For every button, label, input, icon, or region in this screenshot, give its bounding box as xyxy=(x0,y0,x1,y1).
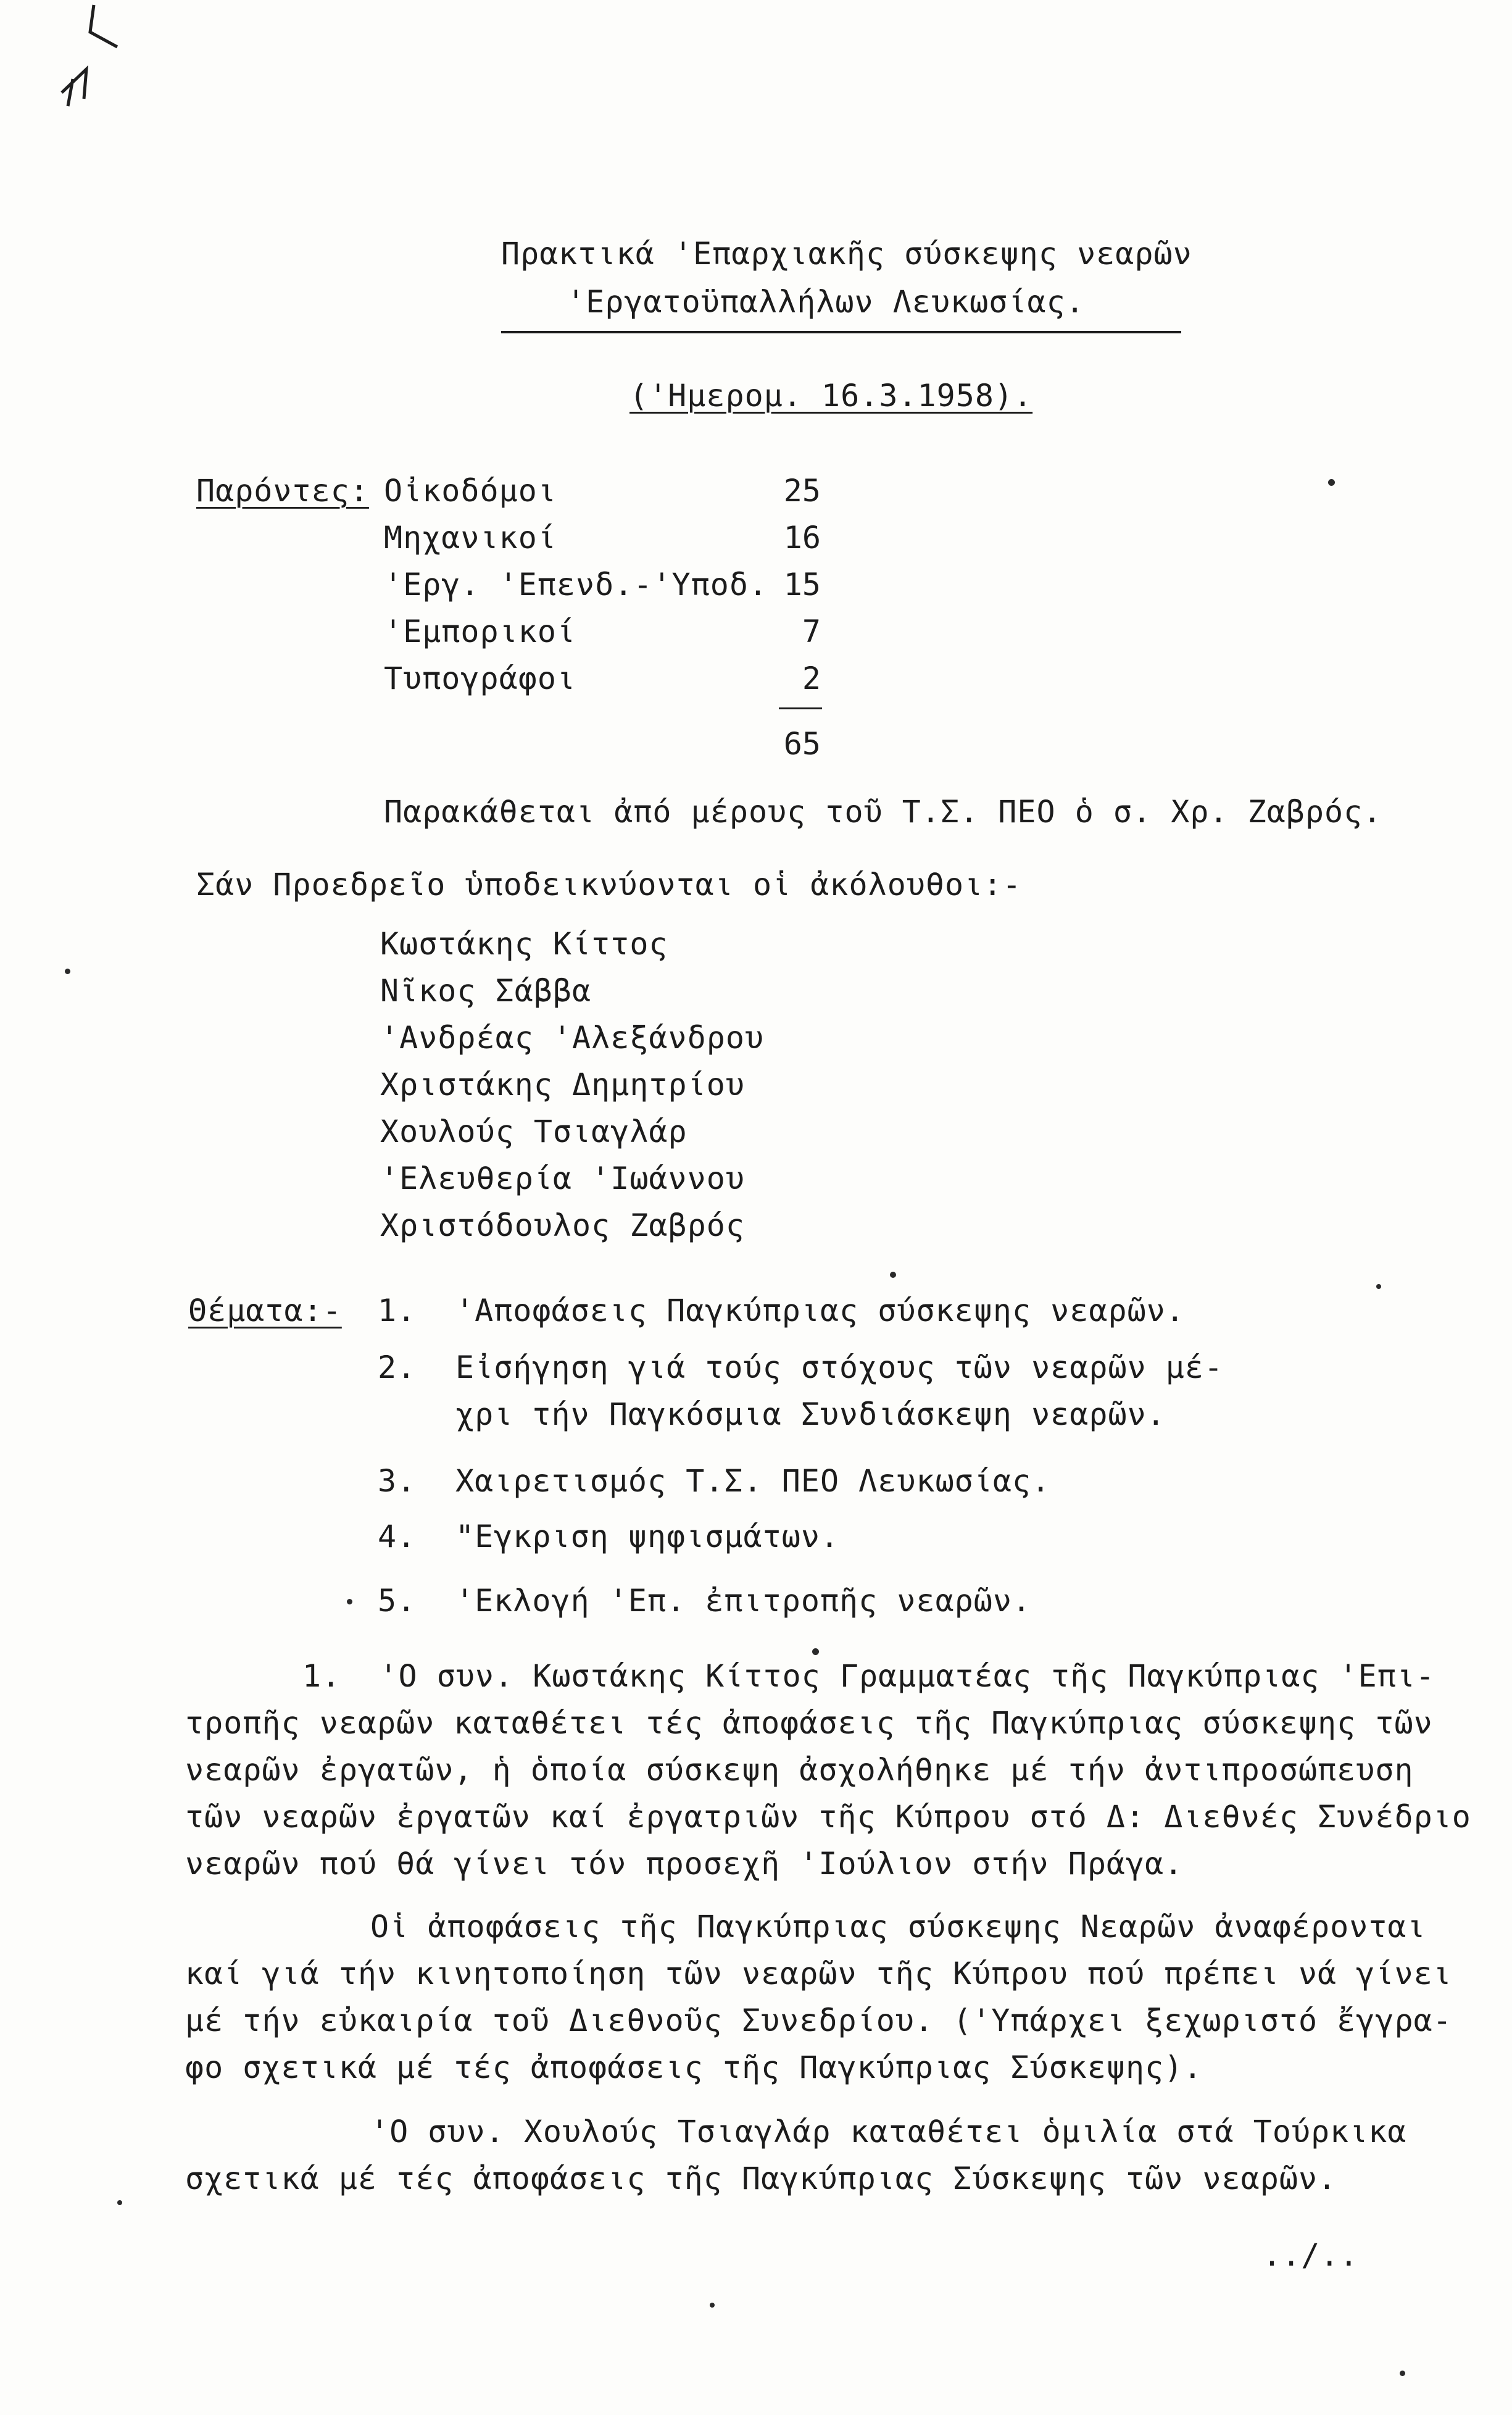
attendance-name: Οἰκοδόμοι xyxy=(384,473,557,509)
paragraph-line: σχετικά μέ τές ἀποφάσεις τῆς Παγκύπριας Σύσκεψης τῶν νεαρῶν. xyxy=(185,2161,1337,2196)
agenda-text: 'Αποφάσεις Παγκύπριας σύσκεψης νεαρῶν. xyxy=(455,1293,1185,1328)
agenda-number: 5. xyxy=(378,1583,417,1619)
agenda-text: χρι τήν Παγκόσμια Συνδιάσκεψη νεαρῶν. xyxy=(455,1396,1166,1432)
continuation-mark: ../.. xyxy=(1263,2237,1359,2273)
attendance-name: Μηχανικοί xyxy=(384,520,557,556)
title-line-1: Πρακτικά 'Επαρχιακῆς σύσκεψης νεαρῶν xyxy=(501,236,1192,272)
agenda-number: 1. xyxy=(378,1293,417,1328)
scan-speck xyxy=(117,2200,122,2205)
attendance-count: 15 xyxy=(783,567,821,603)
scan-speck xyxy=(890,1272,896,1278)
attendance-name: Τυπογράφοι xyxy=(384,661,576,696)
scan-speck xyxy=(1376,1284,1381,1289)
meeting-date: ('Ημερομ. 16.3.1958). xyxy=(629,378,1033,414)
presidium-member: 'Ανδρέας 'Αλεξάνδρου xyxy=(380,1020,765,1056)
paragraph-line: 1. 'Ο συν. Κωστάκης Κίττος Γραμματέας τῆς Παγκύπριας 'Επι- xyxy=(302,1658,1435,1694)
paragraph-line: καί γιά τήν κινητοποίηση τῶν νεαρῶν τῆς Κύπρου πού πρέπει νά γίνει xyxy=(185,1956,1452,1992)
agenda-text: 'Εκλογή 'Επ. ἐπιτροπῆς νεαρῶν. xyxy=(455,1583,1032,1619)
corner-scribble xyxy=(25,0,136,117)
scan-speck xyxy=(710,2303,715,2308)
paragraph-line: φο σχετικά μέ τές ἀποφάσεις τῆς Παγκύπριας Σύσκεψης). xyxy=(185,2050,1203,2085)
attendance-total: 65 xyxy=(783,726,821,762)
attendance-count: 25 xyxy=(783,473,821,509)
total-rule xyxy=(779,707,822,709)
presidium-member: Χριστάκης Δημητρίου xyxy=(380,1067,745,1103)
attendance-count: 2 xyxy=(802,661,821,696)
attendance-label: Παρόντες: xyxy=(196,473,369,509)
agenda-text: Εἰσήγηση γιά τούς στόχους τῶν νεαρῶν μέ- xyxy=(455,1349,1224,1385)
paragraph-line: 'Ο συν. Χουλούς Τσιαγλάρ καταθέτει ὁμιλία στά Τούρκικα xyxy=(370,2114,1407,2150)
paragraph-line: μέ τήν εὐκαιρία τοῦ Διεθνοῦς Συνεδρίου. ('Υπάρχει ξεχωριστό ἔγγρα- xyxy=(185,2003,1452,2038)
presidium-member: Νῖκος Σάββα xyxy=(380,973,592,1009)
agenda-number: 4. xyxy=(378,1519,417,1554)
title-line-2: 'Εργατοϋπαλλήλων Λευκωσίας. xyxy=(567,284,1085,320)
agenda-number: 2. xyxy=(378,1349,417,1385)
scan-speck xyxy=(347,1599,352,1604)
observer-line: Παρακάθεται ἀπό μέρους τοῦ Τ.Σ. ΠΕΟ ὁ σ. Χρ. Ζαβρός. xyxy=(384,794,1382,830)
presidium-member: 'Ελευθερία 'Ιωάννου xyxy=(380,1161,745,1196)
paragraph-line: Οἱ ἀποφάσεις τῆς Παγκύπριας σύσκεψης Νεαρῶν ἀναφέρονται xyxy=(370,1909,1426,1945)
scan-speck xyxy=(65,969,70,974)
attendance-name: 'Εργ. 'Επενδ.-'Υποδ. xyxy=(384,567,768,603)
scan-speck xyxy=(812,1648,819,1655)
paragraph-line: τῶν νεαρῶν ἐργατῶν καί ἐργατριῶν τῆς Κύπρου στό Δ: Διεθνές Συνέδριο xyxy=(185,1799,1471,1835)
agenda-label: Θέματα:- xyxy=(188,1293,342,1328)
agenda-text: "Εγκριση ψηφισμάτων. xyxy=(455,1519,840,1554)
attendance-name: 'Εμπορικοί xyxy=(384,614,576,649)
presidium-member: Χουλούς Τσιαγλάρ xyxy=(380,1114,687,1149)
presidium-intro: Σάν Προεδρεῖο ὑποδεικνύονται οἱ ἀκόλουθοι:- xyxy=(196,867,1022,903)
scan-speck xyxy=(1400,2371,1405,2376)
agenda-number: 3. xyxy=(378,1463,417,1499)
attendance-count: 16 xyxy=(783,520,821,556)
paragraph-line: τροπῆς νεαρῶν καταθέτει τές ἀποφάσεις τῆς Παγκύπριας σύσκεψης τῶν xyxy=(185,1705,1433,1741)
presidium-member: Χριστόδουλος Ζαβρός xyxy=(380,1208,745,1243)
agenda-text: Χαιρετισμός Τ.Σ. ΠΕΟ Λευκωσίας. xyxy=(455,1463,1051,1499)
paragraph-line: νεαρῶν πού θά γίνει τόν προσεχῆ 'Ιούλιον στήν Πράγα. xyxy=(185,1846,1184,1882)
paragraph-line: νεαρῶν ἐργατῶν, ἡ ὁποία σύσκεψη ἀσχολήθηκε μέ τήν ἀντιπροσώπευση xyxy=(185,1752,1414,1788)
attendance-count: 7 xyxy=(802,614,821,649)
title-rule xyxy=(501,331,1181,333)
presidium-member: Κωστάκης Κίττος xyxy=(380,926,668,962)
scan-speck xyxy=(1328,479,1335,486)
